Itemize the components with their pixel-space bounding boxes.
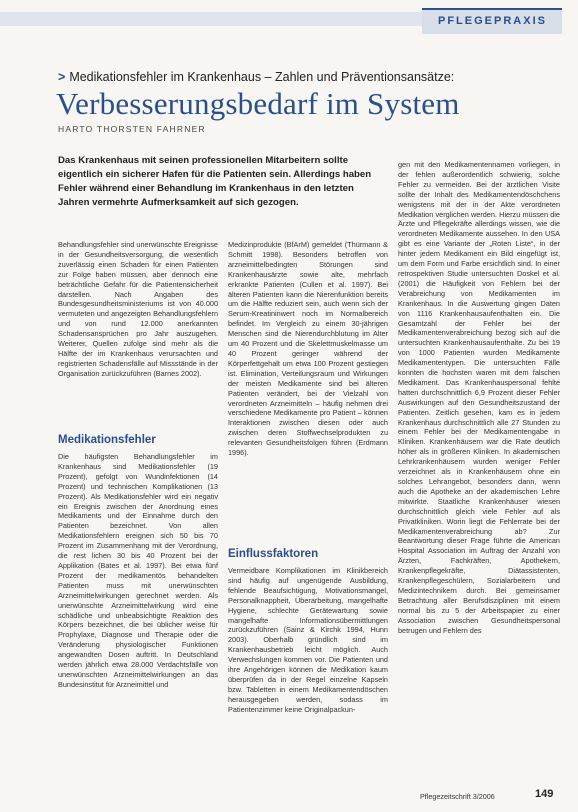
column-2-body (228, 566, 388, 715)
subhead-medikationsfehler: Medikationsfehler (58, 434, 156, 446)
subhead-einflussfaktoren: Einflussfaktoren (228, 548, 319, 560)
column-1-body (58, 452, 218, 690)
page-number: 149 (535, 788, 554, 800)
article-kicker (58, 70, 454, 84)
page-header (0, 0, 578, 36)
section-tab (422, 8, 562, 34)
column-2 (228, 240, 388, 458)
chevron-right-icon: > (58, 70, 66, 84)
column-1-body-text: Die häufigsten Behandlungsfehler im Krankenhaus sind Medikationsfehler (19 Prozent), gefolgt von Wundinfektionen (14 Prozent) und technischen Komplikationen (13 Prozent). Als Medikationsfehler wird ein negativ ein Ereignis zwischen der Anordnung eines Medikaments und der Einnahme durch den Patienten bezeichnet. Von allen Medikationsfehlern ereignen sich 50 bis 70 Prozent im Zusammenhang mit der Verordnung, die rest lichen 30 bis 40 Prozent bei der Applikation (Bates et al. 1997). Bei etwa fünf Prozent der medikamentös behandelten Patienten muss mit unerwünschten Arzneimittelwirkungen gerechnet werden. Als unerwünschte Arzneimittelwirkung wird eine schädliche und unbeabsichtigte Reaktion des Körpers bezeichnet, die bei üblicher weise für Prophylaxe, Diagnose und Therapie oder die Veränderung physiologischer Funktionen angewandten Dosen auftritt. In Deutschland werden jährlich etwa 28.000 Verdachtsfälle von unerwünschten Arzneimittelwirkungen an das Bundesinstitut für Arzneimittel und (58, 452, 218, 689)
column-2-top-text: Medizinprodukte (BfArM) gemeldet (Thürmann & Schmitt 1998). Besonders betroffen von arzneimittelbedingten Störungen sind Krankenhausärzte sowie alte, mehrfach erkrankte Patienten (Cullen et al. 1997). Bei älteren Patienten kann die Nierenfunktion bereits um die Hälfte reduziert sein, auch wenn sich der Serum-Kreatininwert noch im Normalbereich befindet. Im Vergleich zu einem 30-jährigen Menschen sind die Nierendurchblutung im Alter um 40 Prozent und die Skelettmuskelmasse um 40 Prozent geringer während der Körperfettgehalt um etwa 100 Prozent gestiegen ist. Elimination, Verteilungsraum und Wirkungen der meisten Medikamente sind bei älteren Patienten verändert, bei der Vielzahl von verordneten Arzneimitteln – häufig nehmen drei verschiedene Medikamente pro Patient – können Interaktionen zwischen diesen oder auch zwischen deren Stoffwechselprodukten zu relevanten Gesundheitsfolgen führen (Erdmann 1996). (228, 240, 388, 458)
column-3-text: gen mit den Medikamentennamen vorliegen, in der fehlen außerordentlich schwierig, solche Fehler zu vermeiden. Bei der ärztlichen Visite sollte der Inhalt des Medikamentendöschchens wenigstens mit der in der Akte verordneten Medikation verglichen werden. Hierzu müssen die Ärzte und Pflegekräfte allerdings wissen, wie die verordneten Medikamente aussehen. In den USA gibt es eine Variante der „Roten Liste“, in der hinter jedem Medikament ein Bild eingefügt ist, um dem Form und Farbe ersichtlich sind. In einer retrospektiven Studie untersuchten Doskel et al. (2001) die Häufigkeit von Fehlern bei der Verabreichung von Medikamenten im Krankenhaus. In die Auswertung gingen Daten von 1116 Krankenhausaufenthalten ein. Die Gesamtzahl der Fehler bei der Medikamentenverabreichung bezog sich auf die untersuchten Krankenhausaufenthalte. Zu bei 19 von 1000 Patienten wurden Medikamente Medikamententypen. Die untersuchten Fälle konnten die hochsten waren mit dem falschen Medikament. Das Krankenhauspersonal fehlte hatten durchschnittlich 6,9 Prozent dieser Fehler Auswirkungen auf den Gesundheitszustand der Patienten. Zeitlich gesehen, kam es in jedem Krankenhaus durchschnittlich alle 27 Stunden zu einem Fehler bei der Medikamentengabe in Kliniken. Krankenhäusern war die Rate deutlich höher als in größeren Kliniken. In akademischen Lehrkrankenhäusern wurden weniger Fehler verzeichnet als in Krankenhäusern ohne ein solches Lehrangebot, besonders dann, wenn auch die Apotheke an der akademischen Lehre mitwirkte. Staatliche Krankenhäuser wiesen durchschnittlich gleich viele Fehler auf als Privatkliniken. Worin liegt die Fehlerrate bei der Medikamentenverabreichung ab? Zur Beantwortung dieser Frage führte die American Hospital Association im Auftrag der Anzahl von Ärzten, Fachkräften, Apothekern, Krankenpflegekräfte, Diätassistenten, Krankenpflegeschülern, Sozialarbeitern und Medizintechnikern durch. Bei gemeinsamer Betrachtung aller Berufsdisziplinen mit einem normal bis zu 5 der Arbeitspapier zu einer Association zwischen Gesundheitspersonal betrugen und Fehlern des (398, 160, 560, 635)
column-1-intro: Behandlungsfehler sind unerwünschte Ereignisse in der Gesundheitsversorgung, die wesentlich zuverlässig einen Schaden für einen Patienten zur Folge haben müssen, aber dennoch eine beträchtliche Gefahr für die Patientensicherheit darstellen. Nach Angaben des Bundesgesundheitsministeriums ist von 40.000 vermuteten und angezeigten Behandlungsfehlern und von rund 12.000 anerkannten Schadensansprüchen pro Jahr auszugehen. Weiterer, Quellen zufolge sind mehr als die Hälfte der im Krankenhaus verursachten und registrierten Schadensfälle auf Missstände in der Organisation zurückzuführen (Barnes 2002). (58, 240, 218, 378)
column-3 (398, 160, 560, 636)
column-1 (58, 240, 218, 379)
section-label: PFLEGEPRAXIS (438, 15, 547, 27)
kicker-text: Medikationsfehler im Krankenhaus – Zahlen und Präventionsansätze: (69, 70, 455, 84)
article-lead: Das Krankenhaus mit seinen professionellen Mitarbeitern sollte eigentlich ein sicherer Hafen für die Patienten sein. Allerdings haben Fehler während einer Behandlung im Krankenhaus in den letzten Jahren vermehrte Aufmerksamkeit auf sich gezogen. (58, 155, 372, 208)
article-title: Verbesserungsbedarf im System (56, 86, 460, 121)
journal-footer: Pflegezeitschrift 3/2006 (420, 792, 495, 801)
header-band (0, 12, 472, 26)
article-author: HARTO THORSTEN FAHRNER (58, 124, 206, 134)
column-2-body-text: Vermeidbare Komplikationen im Klinikbereich sind häufig auf ungenügende Ausbildung, fehlende Beaufsichtigung, Motivationsmangel, Personalknappheit, Überarbeitung, mangelhafte Hygiene, schlechte Gerätewartung sowie mangelhafte Informationsübermittlungen zurückzuführen (Sainz & Kirchk 1994, Hunn 2003). Oberhalb gründlich sind im Krankenhausbetrieb leicht möglich. Auch Verwechslungen kommen vor. Die Patienten und ihre Angehörigen können die Medikation kaum überprüfen da in der Regel einzelne Kapseln bzw. Tabletten in einem Medikamentendöschen herausgegeben werden, sodass im Patientenzimmer keine Originalpackun- (228, 566, 388, 714)
